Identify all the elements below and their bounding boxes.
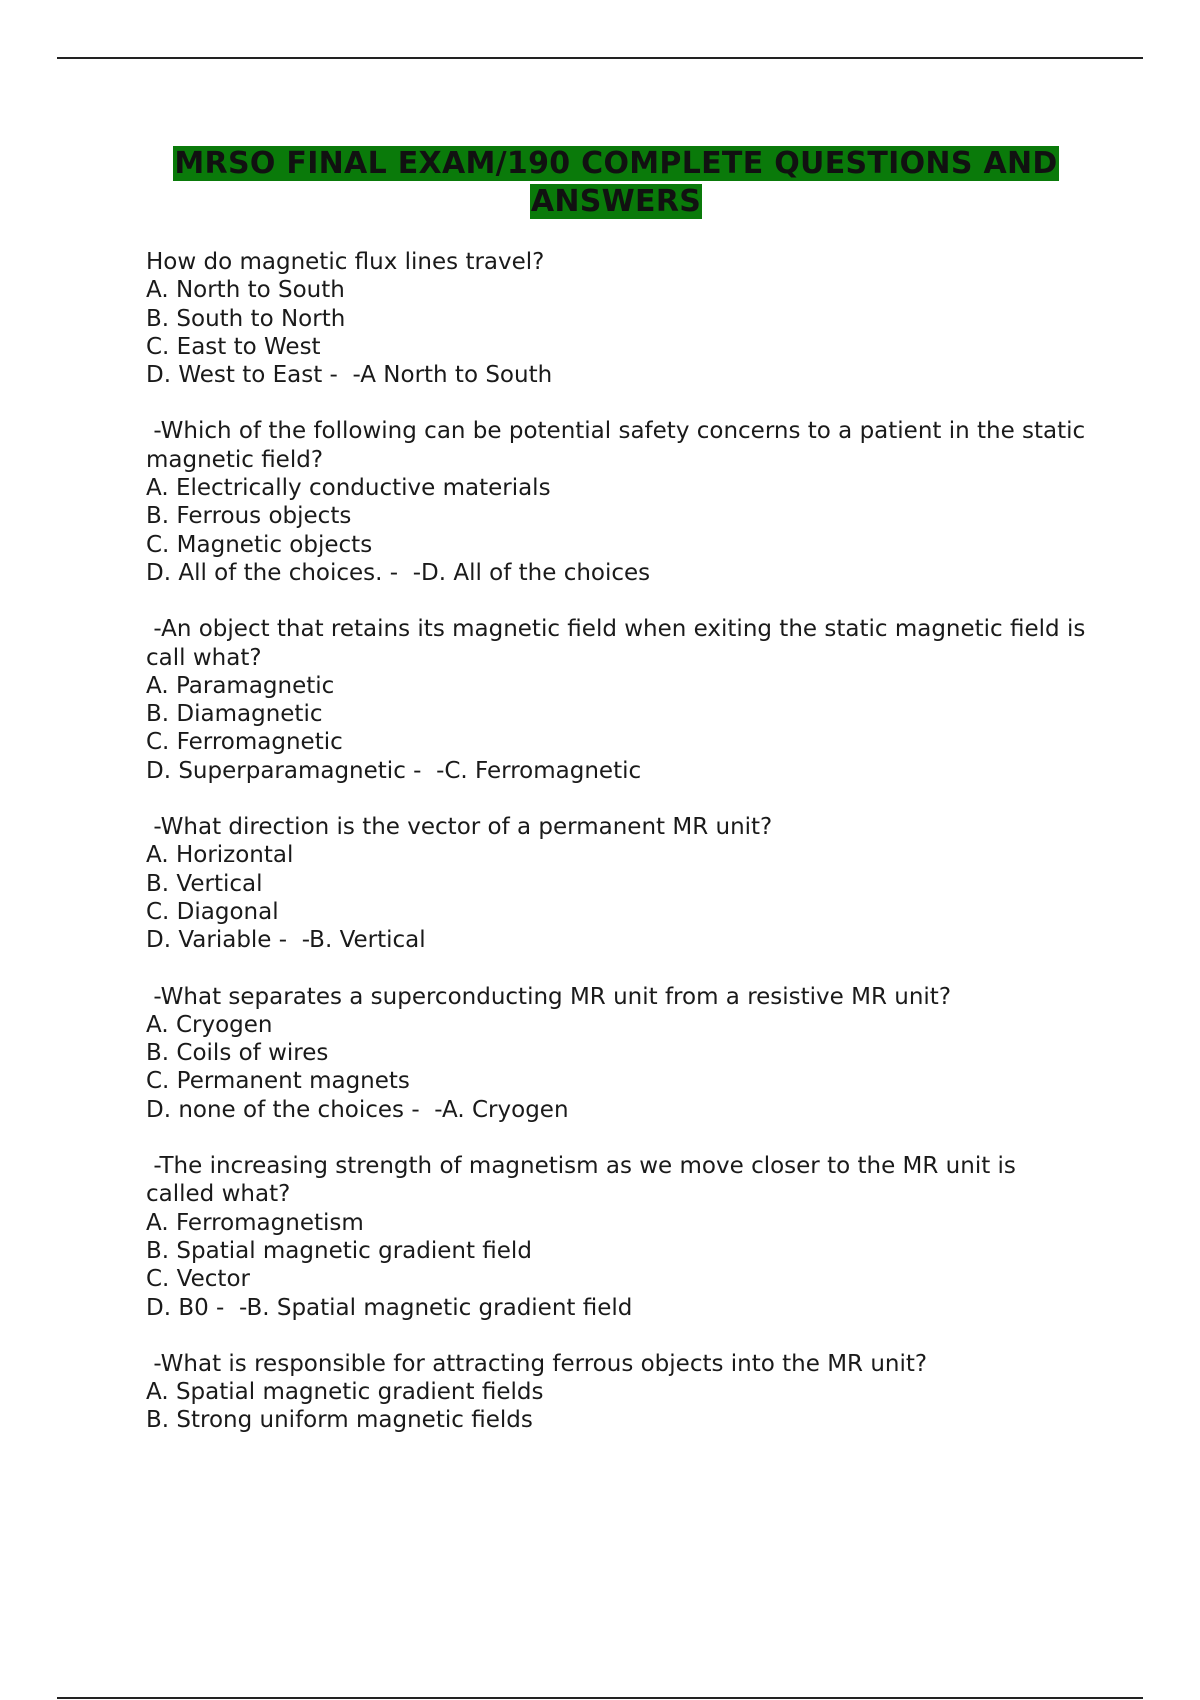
answer-option-a: A. Spatial magnetic gradient fields (146, 1379, 544, 1406)
answer-option-b: B. Strong uniform magnetic fields (146, 1407, 533, 1434)
answer-option-b: B. Ferrous objects (146, 503, 352, 530)
answer-option-d: D. All of the choices. - -D. All of the choices (146, 559, 651, 586)
answer-option-a: A. Ferromagnetism (146, 1209, 364, 1236)
question-block-2 (146, 417, 1093, 587)
top-rule (57, 57, 1143, 59)
question-block-5 (146, 983, 1086, 1124)
answer-option-c: C. Permanent magnets (146, 1068, 410, 1095)
question-text: -What is responsible for attracting ferrous objects into the MR unit? (146, 1350, 928, 1377)
question-text: How do magnetic flux lines travel? (146, 249, 545, 275)
answer-option-d: D. none of the choices - -A. Cryogen (146, 1096, 569, 1123)
question-block-1 (146, 248, 1086, 389)
question-text: -What separates a superconducting MR unit from a resistive MR unit? (146, 983, 952, 1010)
question-text: -What direction is the vector of a permanent MR unit? (146, 814, 773, 841)
answer-option-b: B. Diamagnetic (146, 701, 323, 728)
answer-option-a: A. Electrically conductive materials (146, 475, 551, 502)
answer-option-b: B. Vertical (146, 870, 263, 897)
answer-option-a: A. Cryogen (146, 1011, 273, 1038)
answer-option-d: D. West to East - -A North to South (146, 362, 553, 389)
answer-option-c: C. Ferromagnetic (146, 729, 343, 756)
question-block-3 (146, 615, 1093, 785)
title-line-1: MRSO FINAL EXAM/190 COMPLETE QUESTIONS AND (174, 146, 1058, 181)
title-line-2: ANSWERS (530, 184, 702, 219)
answer-option-a: A. Paramagnetic (146, 672, 335, 699)
answer-option-c: C. East to West (146, 333, 321, 360)
answer-option-b: B. South to North (146, 305, 346, 332)
answer-option-d: D. Superparamagnetic - -C. Ferromagnetic (146, 757, 642, 784)
answer-option-d: D. Variable - -B. Vertical (146, 927, 426, 954)
question-text: -An object that retains its magnetic field when exiting the static magnetic field is call what? (146, 616, 1093, 671)
answer-option-b: B. Spatial magnetic gradient field (146, 1237, 532, 1264)
question-text: -The increasing strength of magnetism as we move closer to the MR unit is called what? (146, 1153, 1024, 1208)
answer-option-b: B. Coils of wires (146, 1040, 329, 1067)
answer-option-a: A. Horizontal (146, 842, 294, 869)
question-block-4 (146, 813, 1086, 954)
answer-option-c: C. Vector (146, 1266, 250, 1293)
answer-option-c: C. Magnetic objects (146, 531, 373, 558)
question-block-6 (146, 1152, 1086, 1322)
answer-option-d: D. B0 - -B. Spatial magnetic gradient field (146, 1294, 633, 1321)
question-block-7 (146, 1350, 1086, 1435)
bottom-rule (57, 1697, 1143, 1699)
document-title (146, 145, 1086, 221)
questions-list (146, 248, 1093, 1463)
answer-option-c: C. Diagonal (146, 898, 279, 925)
question-text: -Which of the following can be potential safety concerns to a patient in the static magnetic field? (146, 418, 1093, 473)
answer-option-a: A. North to South (146, 277, 345, 304)
